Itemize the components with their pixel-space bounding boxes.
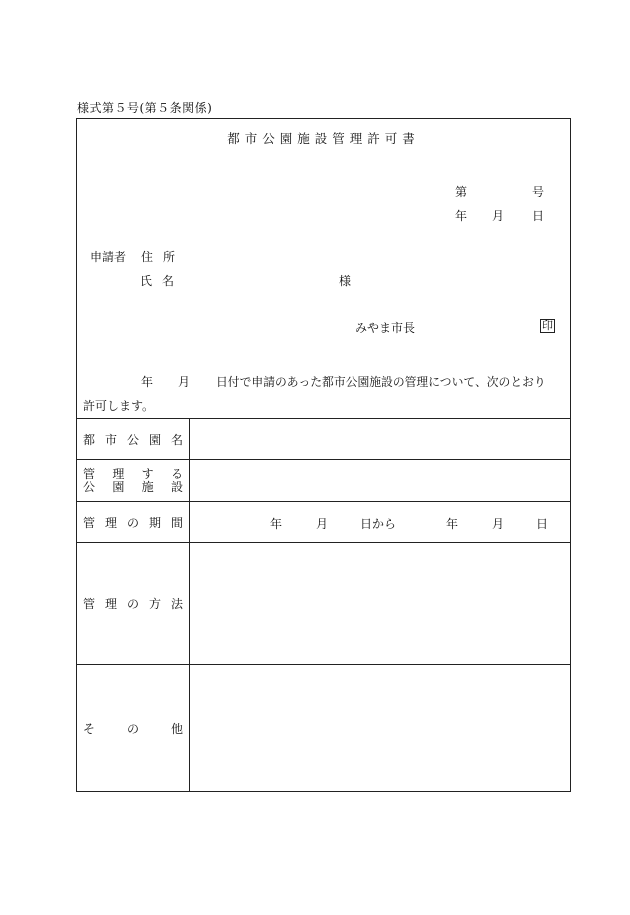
method-label: 管 理 の 方 法: [77, 543, 190, 665]
honorific: 様: [339, 274, 352, 288]
end-year: 年: [446, 517, 459, 531]
body-line-2: 許可します。: [83, 399, 155, 413]
doc-no-suffix: 号: [532, 185, 545, 199]
method-value: [190, 543, 571, 665]
seal-mark: [540, 318, 555, 333]
doc-no-prefix: 第: [455, 185, 468, 199]
address-label-1: 住: [141, 250, 154, 264]
start-year: 年: [270, 517, 283, 531]
end-day: 日: [536, 517, 549, 531]
row-facility: [77, 460, 571, 502]
row-method: [77, 543, 571, 665]
body-year: 年: [141, 375, 154, 389]
name-label-2: 名: [162, 274, 175, 288]
park-name-value: [190, 419, 571, 460]
facility-label: 管 理 す る 公 園 施 設: [77, 460, 190, 502]
seal-icon: 印: [542, 319, 553, 332]
form-number: 様式第５号(第５条関係): [77, 101, 213, 115]
permit-form: [76, 118, 571, 792]
applicant-label: 申請者: [90, 250, 127, 264]
row-period: [77, 502, 571, 543]
other-value: [190, 665, 571, 792]
name-label-1: 氏: [140, 274, 153, 288]
row-other: [77, 665, 571, 792]
date-year: 年: [455, 209, 468, 223]
date-month: 月: [492, 209, 505, 223]
facility-value: [190, 460, 571, 502]
form-title: 都市公園施設管理許可書: [227, 131, 420, 146]
permit-table: [76, 418, 571, 792]
date-day: 日: [532, 209, 545, 223]
period-value: [190, 502, 571, 543]
other-label: そ の 他: [77, 665, 190, 792]
body-line-1: 日付で申請のあった都市公園施設の管理について、次のとおり: [216, 375, 546, 389]
start-month: 月: [316, 517, 329, 531]
row-park-name: [77, 419, 571, 460]
address-label-2: 所: [163, 250, 176, 264]
park-name-label: 都 市 公 園 名: [77, 419, 190, 460]
period-label: 管 理 の 期 間: [77, 502, 190, 543]
end-month: 月: [492, 517, 505, 531]
start-day: 日から: [360, 517, 397, 531]
body-month: 月: [178, 375, 191, 389]
issuer-name: みやま市長: [355, 321, 416, 335]
